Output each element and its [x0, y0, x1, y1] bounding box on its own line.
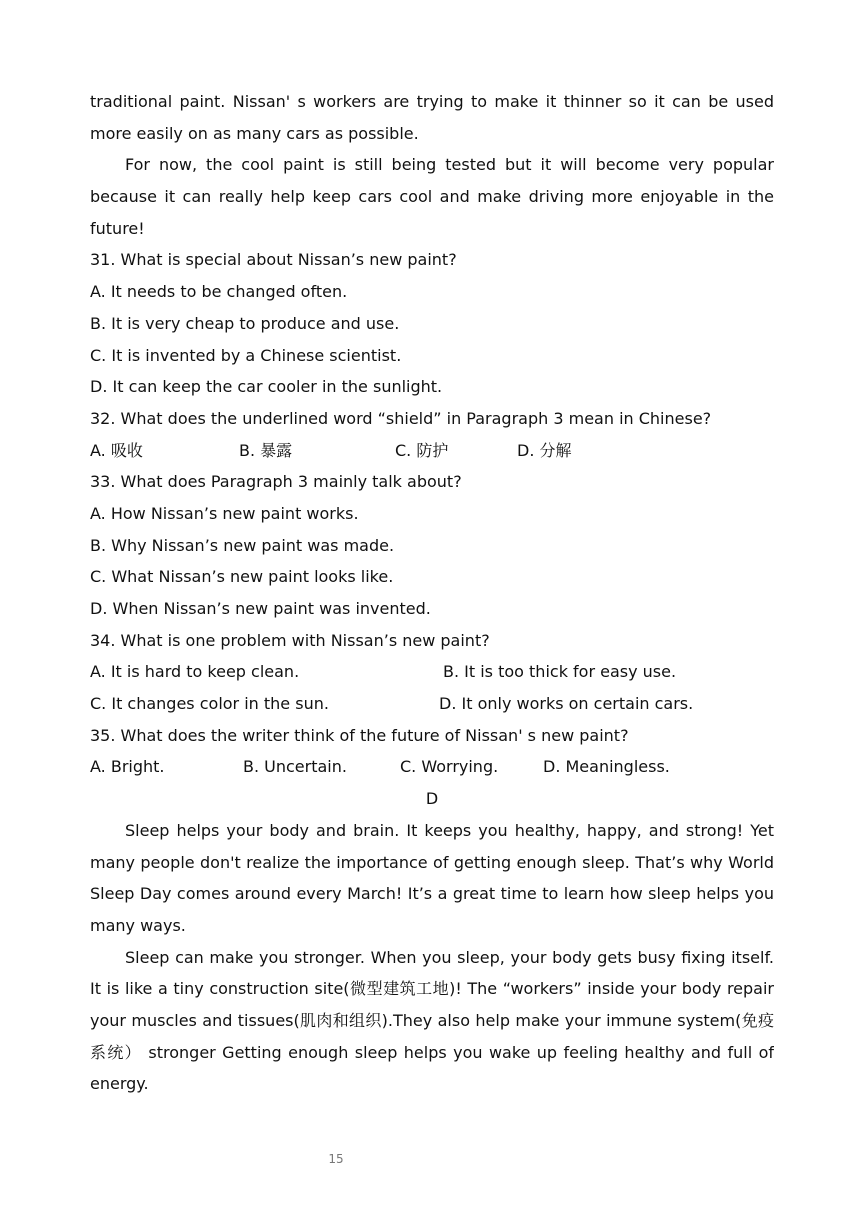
passage-line: because it can really help keep cars cool and make driving more enjoyable in the: [90, 187, 774, 207]
question-33-option-a: A. How Nissan’s new paint works.: [90, 503, 359, 523]
section-d-paragraph-2-line: Sleep can make you stronger. When you sleep, your body gets busy fixing itself.: [125, 947, 774, 967]
question-35-option-a: A. Bright.: [90, 757, 165, 777]
question-32-option-c: C. 防护: [395, 440, 449, 460]
passage-line: traditional paint. Nissan' s workers are trying to make it thinner so it can be used: [90, 92, 774, 111]
section-d-paragraph-2-line: your muscles and tissues(肌肉和组织).They also help make your immune system(免疫: [90, 1010, 774, 1030]
question-33-option-b: B. Why Nissan’s new paint was made.: [90, 535, 395, 555]
passage-line: future!: [90, 218, 145, 238]
question-35-option-c: C. Worrying.: [400, 757, 499, 777]
question-33-option-c: C. What Nissan’s new paint looks like.: [90, 567, 394, 587]
section-d-paragraph-2-line: 系统） stronger Getting enough sleep helps you wake up feeling healthy and full of: [90, 1042, 774, 1062]
section-d-paragraph-1-line: Sleep helps your body and brain. It keeps you healthy, happy, and strong! Yet: [125, 820, 774, 840]
question-35-options: [90, 751, 774, 783]
passage-line: For now, the cool paint is still being tested but it will become very popular: [125, 155, 774, 175]
question-32-option-a: A. 吸收: [90, 440, 143, 460]
page-number: 15: [328, 1152, 344, 1166]
passage-line: more easily on as many cars as possible.: [90, 123, 419, 143]
question-34-option-d: D. It only works on certain cars.: [439, 694, 694, 714]
section-d-paragraph-1-line: many ways.: [90, 915, 186, 935]
question-35-stem: 35. What does the writer think of the future of Nissan' s new paint?: [90, 725, 629, 745]
question-34-option-b: B. It is too thick for easy use.: [443, 662, 677, 682]
question-35-option-d: D. Meaningless.: [543, 757, 670, 777]
question-31-option-b: B. It is very cheap to produce and use.: [90, 313, 400, 333]
section-d-heading: D: [425, 789, 439, 809]
question-31-stem: 31. What is special about Nissan’s new paint?: [90, 250, 457, 270]
question-32-option-b: B. 暴露: [239, 440, 293, 460]
question-31-option-c: C. It is invented by a Chinese scientist.: [90, 345, 402, 365]
content-column: [90, 86, 774, 1100]
question-34-stem: 34. What is one problem with Nissan’s new paint?: [90, 630, 490, 650]
question-35-option-b: B. Uncertain.: [243, 757, 347, 777]
question-31-option-a: A. It needs to be changed often.: [90, 282, 348, 302]
section-d-paragraph-2-line: energy.: [90, 1074, 149, 1094]
question-34-options-row-1: [90, 656, 774, 688]
question-32-stem: 32. What does the underlined word “shield” in Paragraph 3 mean in Chinese?: [90, 408, 712, 428]
section-d-paragraph-1-line: many people don't realize the importance of getting enough sleep. That’s why World: [90, 852, 774, 872]
question-33-option-d: D. When Nissan’s new paint was invented.: [90, 599, 431, 618]
question-33-stem: 33. What does Paragraph 3 mainly talk about?: [90, 472, 462, 492]
question-34-options-row-2: [90, 688, 774, 720]
question-32-options: [90, 435, 774, 467]
question-34-option-a: A. It is hard to keep clean.: [90, 662, 300, 682]
question-31-option-d: D. It can keep the car cooler in the sunlight.: [90, 377, 443, 397]
question-34-option-c: C. It changes color in the sun.: [90, 694, 329, 714]
section-d-paragraph-1-line: Sleep Day comes around every March! It’s a great time to learn how sleep helps you: [90, 884, 774, 904]
question-32-option-d: D. 分解: [517, 440, 572, 460]
section-d-paragraph-2-line: It is like a tiny construction site(微型建筑工地)! The “workers” inside your body repair: [90, 979, 774, 999]
